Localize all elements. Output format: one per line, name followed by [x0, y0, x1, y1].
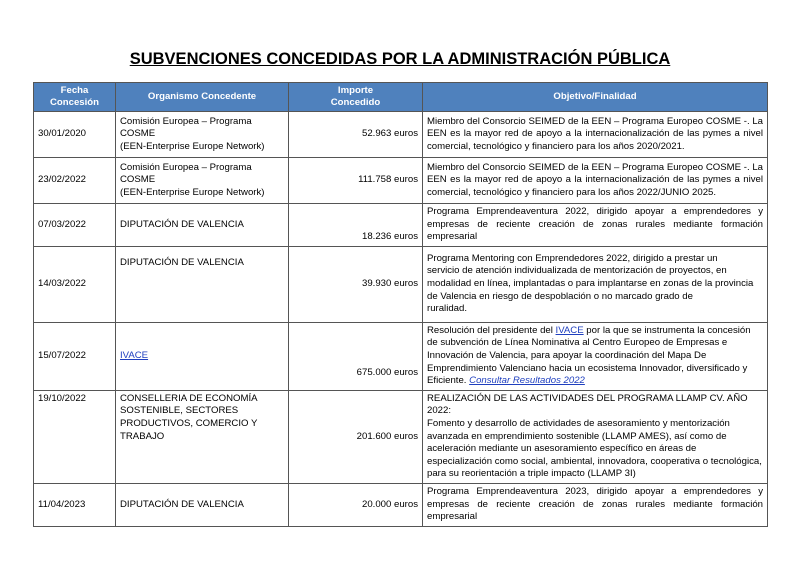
cell-fecha: 07/03/2022 [34, 204, 116, 247]
cell-importe: 111.758 euros [289, 158, 423, 204]
page-title: SUBVENCIONES CONCEDIDAS POR LA ADMINISTRACIÓN PÚBLICA [129, 50, 671, 68]
cell-importe: 675.000 euros [289, 322, 423, 390]
ivace-link[interactable]: IVACE [120, 349, 149, 361]
header-organismo: Organismo Concedente [116, 83, 289, 112]
header-importe: Importe Concedido [289, 83, 423, 112]
cell-objetivo: Miembro del Consorcio SEIMED de la EEN – Programa Europeo COSME -. La EEN es la mayor red de apoyo a la internacionalización de las pymes a nivel comercial, tecnológico y financiero para los años 2022/JUNIO 2025. [423, 158, 768, 204]
cell-importe: 18.236 euros [289, 204, 423, 247]
cell-organismo: DIPUTACIÓN DE VALENCIA [116, 483, 289, 526]
table-row [34, 322, 768, 390]
table-header-row [34, 83, 768, 112]
cell-importe: 39.930 euros [289, 246, 423, 322]
cell-organismo: DIPUTACIÓN DE VALENCIA [116, 204, 289, 247]
table-row [34, 158, 768, 204]
cell-fecha: 15/07/2022 [34, 322, 116, 390]
header-objetivo: Objetivo/Finalidad [423, 83, 768, 112]
table-row [34, 390, 768, 483]
cell-objetivo: REALIZACIÓN DE LAS ACTIVIDADES DEL PROGRAMA LLAMP CV. AÑO 2022: Fomento y desarrollo de actividades de asesoramiento y mentorización avanzada en emprendimiento sostenible (LLAMP AMES), así como de aceleración mediante un asesoramiento específico en áreas de especialización como social, ambiental, innovadora, cooperativa o tecnológica, para su reorientación a triple impacto (LLAMP 3I) [423, 390, 768, 483]
cell-organismo: Comisión Europea – Programa COSME (EEN-Enterprise Europe Network) [116, 112, 289, 158]
grants-table [33, 82, 768, 527]
consultar-resultados-link[interactable]: Consultar Resultados 2022 [469, 375, 585, 387]
cell-fecha: 14/03/2022 [34, 246, 116, 322]
header-fecha: Fecha Concesión [34, 83, 116, 112]
cell-fecha: 19/10/2022 [34, 390, 116, 483]
cell-importe: 20.000 euros [289, 483, 423, 526]
cell-organismo: DIPUTACIÓN DE VALENCIA [116, 246, 289, 322]
cell-objetivo: Programa Mentoring con Emprendedores 2022, dirigido a prestar un servicio de atención individualizada de mentorización de proyectos, en modalidad en línea, implantadas o para implantarse en zonas de la provincia de Valencia en riesgo de despoblación o no marcado grado de ruralidad. [423, 246, 768, 322]
cell-importe: 52.963 euros [289, 112, 423, 158]
cell-organismo: CONSELLERIA DE ECONOMÍA SOSTENIBLE, SECTORES PRODUCTIVOS, COMERCIO Y TRABAJO [116, 390, 289, 483]
cell-objetivo: Programa Emprendeaventura 2022, dirigido apoyar a emprendedores y empresas de reciente creación de zonas rurales mediante formación empresarial [423, 204, 768, 247]
cell-fecha: 11/04/2023 [34, 483, 116, 526]
table-row [34, 483, 768, 526]
cell-objetivo: Miembro del Consorcio SEIMED de la EEN – Programa Europeo COSME -. La EEN es la mayor red de apoyo a la internacionalización de las pymes a nivel comercial, tecnológico y financiero para los años 2020/2021. [423, 112, 768, 158]
table-row [34, 112, 768, 158]
cell-organismo [116, 322, 289, 390]
table-row [34, 204, 768, 247]
cell-objetivo: Resolución del presidente del IVACE por la que se instrumenta la concesión de subvención de Línea Nominativa al Centro Europeo de Empresas e Innovación de Valencia, para apoyar la coordinación del Mapa De Emprendimiento Valenciano hacia un ecosistema Innovador, diversificado y Eficiente. Consultar Resultados 2022 [423, 322, 768, 390]
ivace-link-inline[interactable]: IVACE [555, 324, 584, 336]
cell-fecha: 23/02/2022 [34, 158, 116, 204]
cell-organismo: Comisión Europea – Programa COSME (EEN-Enterprise Europe Network) [116, 158, 289, 204]
table-row [34, 246, 768, 322]
cell-fecha: 30/01/2020 [34, 112, 116, 158]
cell-importe: 201.600 euros [289, 390, 423, 483]
cell-objetivo: Programa Emprendeaventura 2023, dirigido apoyar a emprendedores y empresas de reciente creación de zonas rurales mediante formación empresarial [423, 483, 768, 526]
